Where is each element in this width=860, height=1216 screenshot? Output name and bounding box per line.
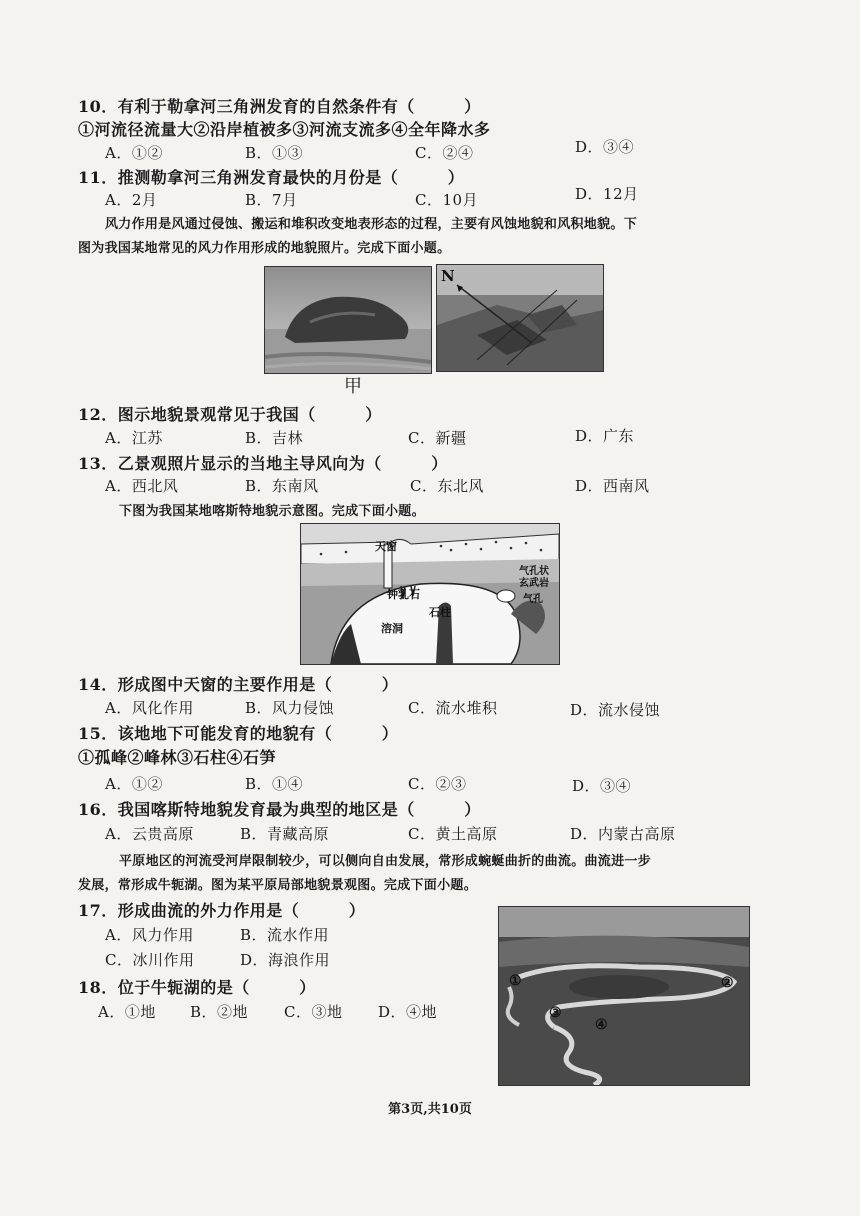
question-11-option-c: C．10月 (415, 191, 479, 209)
question-17-stem: 17．形成曲流的外力作用是（ ） (78, 901, 366, 920)
question-15-stem: 15．该地地下可能发育的地貌有（ ） (78, 724, 399, 743)
question-18-option-a: A．①地 (98, 1003, 156, 1021)
wind-intro-line-1: 风力作用是风通过侵蚀、搬运和堆积改变地表形态的过程，主要有风蚀地貌和风积地貌。下 (105, 217, 638, 232)
question-12-stem: 12．图示地貌景观常见于我国（ ） (78, 405, 382, 424)
question-12-option-c: C．新疆 (408, 429, 467, 447)
question-18-option-b: B．②地 (190, 1003, 249, 1021)
question-10-option-d: D．③④ (575, 138, 635, 156)
question-15-option-b: B．①④ (245, 775, 304, 793)
meander-intro-line-2: 发展，常形成牛轭湖。图为某平原局部地貌景观图。完成下面小题。 (78, 878, 478, 893)
question-13-stem: 13．乙景观照片显示的当地主导风向为（ ） (78, 454, 448, 473)
question-10-stem: 10．有利于勒拿河三角洲发育的自然条件有（ ） (78, 97, 481, 116)
question-16-option-b: B．青藏高原 (240, 825, 330, 843)
question-13-option-d: D．西南风 (575, 477, 650, 495)
question-15-option-d: D．③④ (572, 777, 632, 795)
question-14-option-d: D．流水侵蚀 (570, 701, 661, 719)
question-10-option-b: B．①③ (245, 144, 304, 162)
label-shizhu: 石柱 (429, 606, 451, 619)
label-zhongrushi: 钟乳石 (387, 588, 420, 601)
marker-2: ② (721, 975, 734, 991)
question-14-option-a: A．风化作用 (105, 699, 194, 717)
question-18-option-c: C．③地 (284, 1003, 343, 1021)
question-17-option-c: C．冰川作用 (105, 951, 195, 969)
question-11-option-a: A．2月 (105, 191, 158, 209)
question-12-option-a: A．江苏 (105, 429, 163, 447)
question-12-option-b: B．吉林 (245, 429, 304, 447)
question-12-option-d: D．广东 (575, 427, 635, 445)
question-17-option-a: A．风力作用 (105, 926, 194, 944)
question-14-stem: 14．形成图中天窗的主要作用是（ ） (78, 675, 399, 694)
wind-landform-photo-yi (436, 264, 604, 372)
label-qikongzhuang: 气孔状 (519, 566, 549, 577)
label-xuanwuyan: 玄武岩 (519, 578, 549, 589)
label-tianchuang: 天窗 (375, 540, 397, 553)
marker-1: ① (509, 973, 522, 989)
marker-4: ④ (595, 1017, 608, 1033)
question-10-items: ①河流径流量大②沿岸植被多③河流支流多④全年降水多 (78, 120, 491, 139)
question-11-option-d: D．12月 (575, 185, 639, 203)
question-10-option-c: C．②④ (415, 144, 474, 162)
karst-diagram (300, 523, 560, 665)
question-13-option-c: C．东北风 (410, 477, 484, 495)
photo-jia-label: 甲 (344, 376, 363, 397)
question-18-option-d: D．④地 (378, 1003, 438, 1021)
question-16-option-c: C．黄土高原 (408, 825, 498, 843)
question-14-option-c: C．流水堆积 (408, 699, 498, 717)
question-14-option-b: B．风力侵蚀 (245, 699, 335, 717)
question-18-stem: 18．位于牛轭湖的是（ ） (78, 978, 316, 997)
question-15-option-a: A．①② (105, 775, 163, 793)
karst-intro: 下图为我国某地喀斯特地貌示意图。完成下面小题。 (119, 504, 425, 519)
north-arrow-label: N (441, 267, 455, 285)
question-17-option-d: D．海浪作用 (240, 951, 331, 969)
label-rongdong: 溶洞 (381, 622, 403, 635)
question-16-option-d: D．内蒙古高原 (570, 825, 676, 843)
question-11-option-b: B．7月 (245, 191, 298, 209)
question-15-option-c: C．②③ (408, 775, 467, 793)
wind-intro-line-2: 图为我国某地常见的风力作用形成的地貌照片。完成下面小题。 (78, 241, 451, 256)
question-11-stem: 11．推测勒拿河三角洲发育最快的月份是（ ） (78, 168, 465, 187)
marker-3: ③ (549, 1005, 562, 1021)
question-10-option-a: A．①② (105, 144, 163, 162)
wind-landform-photo-jia (264, 266, 432, 374)
label-qikong: 气孔 (523, 594, 543, 605)
question-13-option-b: B．东南风 (245, 477, 319, 495)
meander-intro-line-1: 平原地区的河流受河岸限制较少，可以侧向自由发展，常形成蜿蜒曲折的曲流。曲流进一步 (119, 854, 652, 869)
question-17-option-b: B．流水作用 (240, 926, 330, 944)
question-16-stem: 16．我国喀斯特地貌发育最为典型的地区是（ ） (78, 800, 481, 819)
question-15-items: ①孤峰②峰林③石柱④石笋 (78, 748, 277, 767)
page-footer: 第3页,共10页 (388, 1102, 472, 1117)
question-13-option-a: A．西北风 (105, 477, 179, 495)
question-16-option-a: A．云贵高原 (105, 825, 194, 843)
meander-landscape-photo (498, 906, 750, 1086)
